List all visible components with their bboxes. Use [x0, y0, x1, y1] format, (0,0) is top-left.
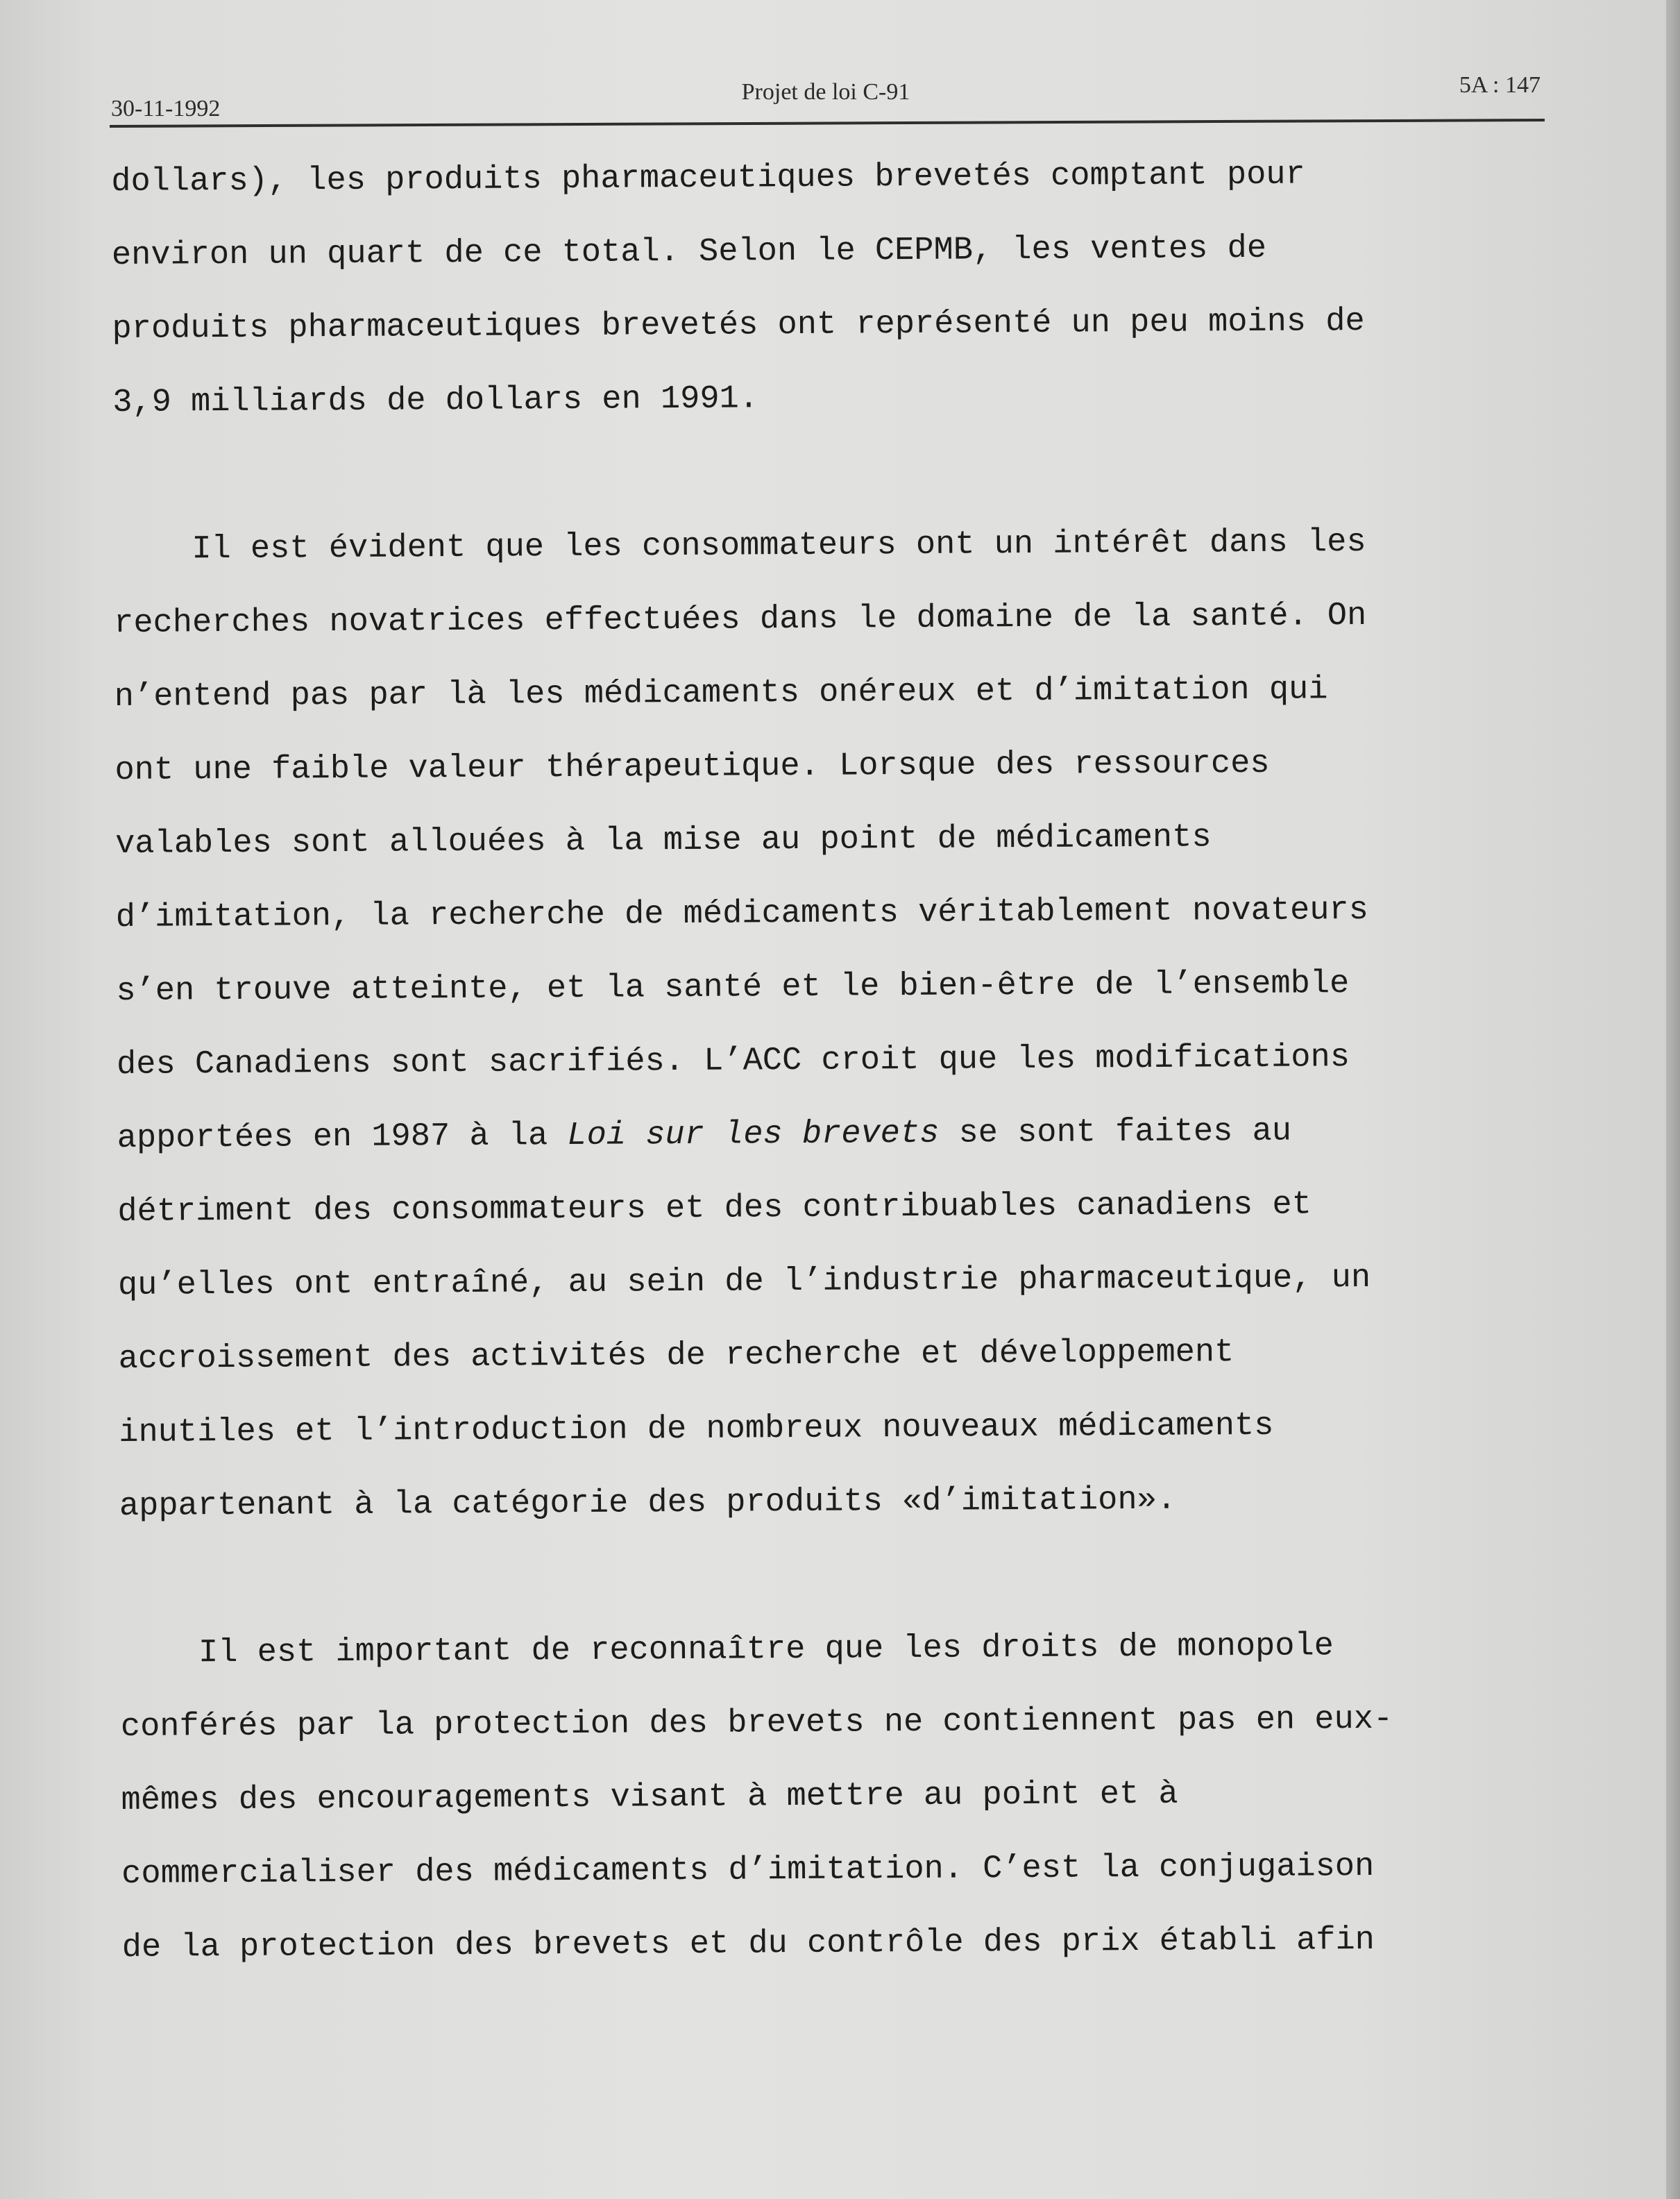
text-line: produits pharmaceutiques brevetés ont représenté un peu moins de — [112, 303, 1365, 348]
text-line — [117, 1093, 1561, 1176]
law-title-italic: Loi sur les brevets — [567, 1115, 940, 1155]
text-line: n’entend pas par là les médicaments onéreux et d’imitation qui — [114, 671, 1328, 716]
text-line: d’imitation, la recherche de médicaments véritablement novateurs — [115, 891, 1369, 936]
text-line: mêmes des encouragements visant à mettre au point et à — [121, 1776, 1178, 1819]
header-title: Projet de loi C-91 — [741, 79, 910, 105]
text-line: Il est évident que les consommateurs ont un intérêt dans les — [113, 523, 1366, 568]
text-line: des Canadiens sont sacrifiés. L’ACC croit que les modifications — [116, 1039, 1350, 1084]
text-line: accroissement des activités de recherche et développement — [118, 1334, 1234, 1378]
text-line: 3,9 milliards de dollars en 1991. — [112, 380, 759, 421]
text-segment: apportées en 1987 à la — [117, 1118, 568, 1157]
header-page-number: 5A : 147 — [1459, 72, 1541, 98]
text-line: qu’elles ont entraîné, au sein de l’industrie pharmaceutique, un — [117, 1259, 1371, 1304]
paragraph-3 — [120, 1608, 1566, 1985]
text-line: dollars), les produits pharmaceutiques brevetés comptant pour — [111, 156, 1305, 201]
text-line: commercialiser des médicaments d’imitation. C’est la conjugaison — [121, 1848, 1375, 1893]
text-line: s’en trouve atteinte, et la santé et le bien-être de l’ensemble — [116, 966, 1350, 1010]
text-line: appartenant à la catégorie des produits «d’imitation». — [119, 1481, 1177, 1525]
header-date: 30-11-1992 — [111, 96, 221, 121]
paragraph-2 — [113, 505, 1563, 1544]
text-line: valables sont allouées à la mise au point de médicaments — [114, 819, 1212, 863]
page-edge-shadow — [1666, 0, 1680, 2199]
paragraph-1 — [111, 137, 1556, 440]
paragraph-gap — [113, 431, 1557, 514]
text-segment: se sont faites au — [939, 1113, 1292, 1152]
text-line: inutiles et l’introduction de nombreux nouveaux médicaments — [119, 1407, 1274, 1451]
body-text — [111, 137, 1566, 1985]
text-line: recherches novatrices effectuées dans le domaine de la santé. On — [114, 597, 1367, 642]
paragraph-gap — [119, 1535, 1563, 1617]
text-line: détriment des consommateurs et des contribuables canadiens et — [117, 1186, 1312, 1231]
text-line: de la protection des brevets et du contrôle des prix établi afin — [121, 1921, 1375, 1966]
text-line: Il est important de reconnaître que les droits de monopole — [120, 1628, 1334, 1672]
text-line: environ un quart de ce total. Selon le CEPMB, les ventes de — [111, 230, 1267, 274]
text-line: ont une faible valeur thérapeutique. Lorsque des ressources — [114, 745, 1270, 789]
text-line: conférés par la protection des brevets ne contiennent pas en eux- — [120, 1701, 1393, 1746]
